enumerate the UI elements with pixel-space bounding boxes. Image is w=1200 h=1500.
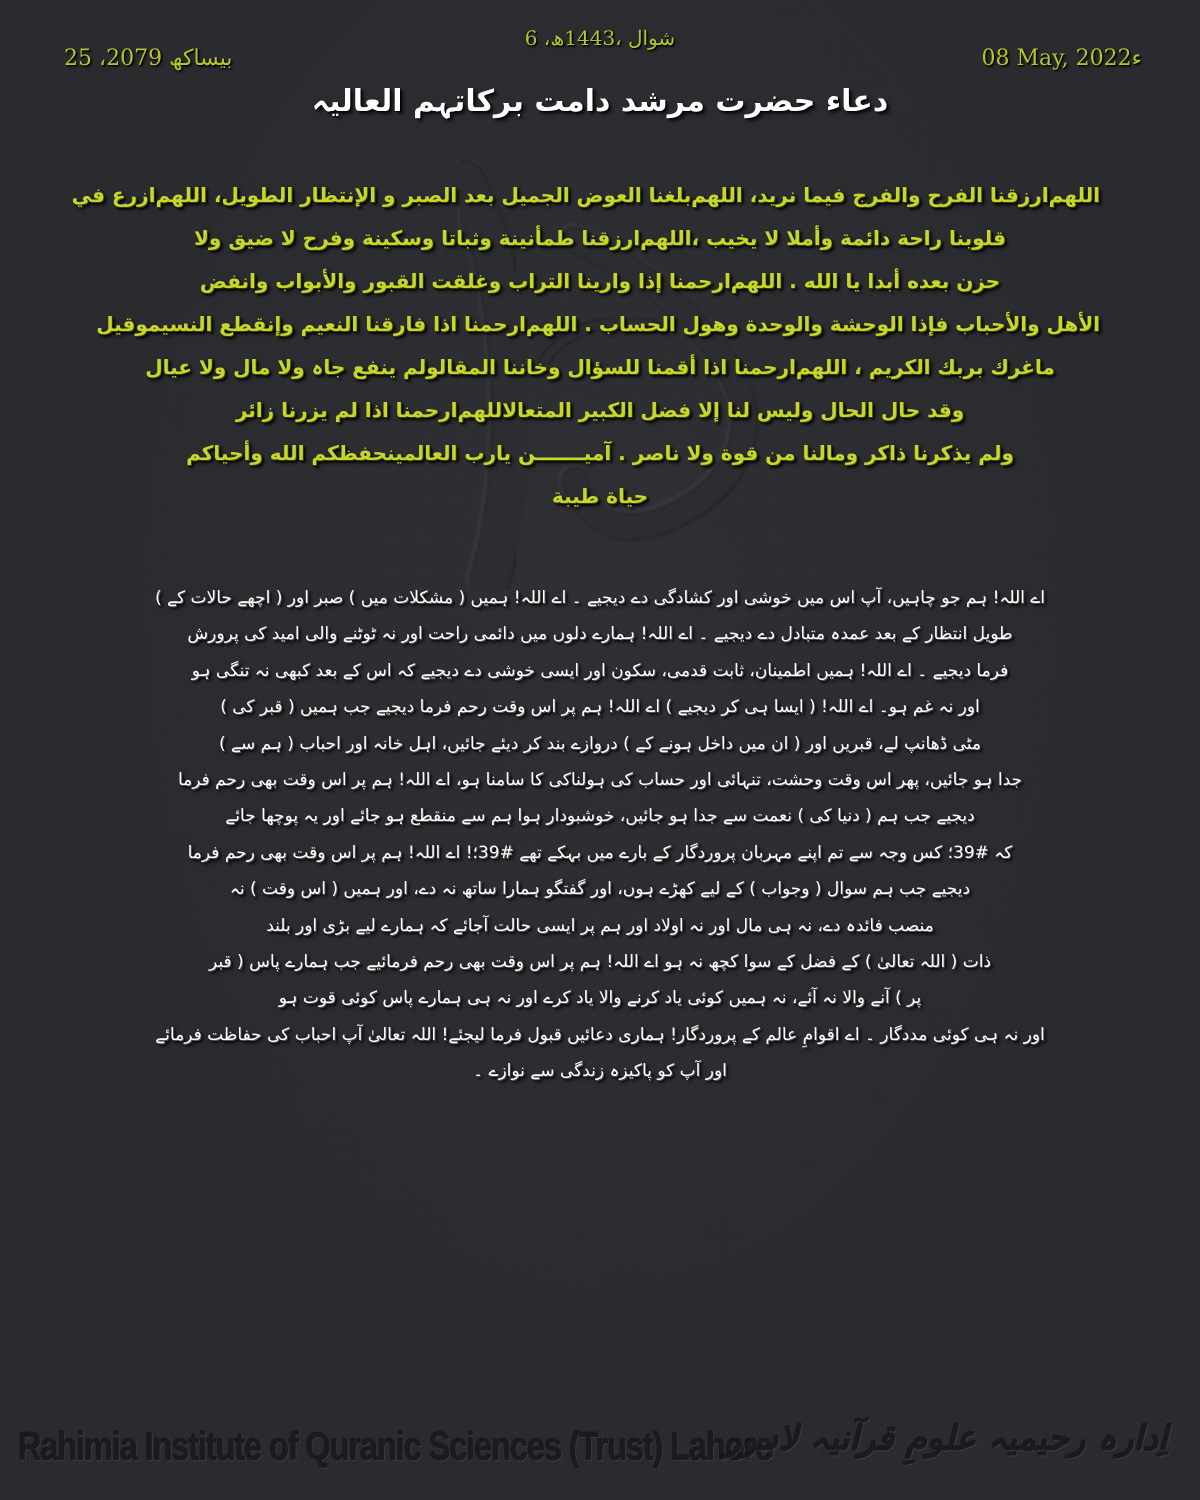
urdu-translation-text (140, 580, 1060, 1089)
urdu-line: فرما دیجیے ۔ اے اللہ! ہمیں اطمینان، ثابت قدمی، سکون اور ایسی خوشی دے دیجیے کہ اس کے بعد کبھی نہ تنگی ہو (191, 660, 1009, 681)
arabic-line: الأھل والأحباب فإذا الوحشة والوحدة وھول الحساب . اللھم‌ارحمنا اذا فارقنا النعیم وإنقطع النسیموقیل (96, 312, 1100, 336)
urdu-line: مٹی ڈھانپ لے، قبریں اور ( ان میں داخل ہونے کے ) دروازے بند کر دیئے جائیں، اہل خانہ اور احباب ( ہم سے ) (218, 733, 981, 754)
arabic-line: وقد حال الحال ولیس لنا إلا فضل الکبیر المتعالاللھم‌ارحمنا اذا لم یزرنا زائر (235, 398, 965, 422)
arabic-line: حزن بعده أبدا یا الله . اللھم‌ارحمنا إذا وارینا التراب وغلقت القبور والأبواب وانفض (199, 269, 1001, 293)
hijri-date: 6 ،شوال ،1443ھ (524, 26, 676, 50)
urdu-line: ذات ( اللہ تعالیٰ ) کے فضل کے سوا کچھ نہ ہو اے اللہ! ہم پر اس وقت بھی رحم فرمائیے جب ہمارے پاس ( قبر (209, 951, 991, 972)
page-title: دعاء حضرت مرشد دامت برکاتہم العالیہ (311, 84, 889, 119)
urdu-line: اے اللہ! ہم جو چاہیں، آپ اس میں خوشی اور کشادگی دے دیجیے ۔ اے اللہ! ہمیں ( مشکلات میں ) صبر اور ( اچھے حالات کے ) (155, 588, 1045, 608)
institute-name-calligraphy-logo: اِدارہ رحیمیہ علومِ قرآنیہ لاہور (725, 1419, 1168, 1459)
arabic-line: حیاة طیبة (551, 484, 649, 508)
urdu-line: منصب فائدہ دے، نہ ہی مال اور نہ اولاد اور ہم پر ایسی حالت آجائے کہ ہمارے لیے بڑی اور بلند (266, 915, 934, 936)
arabic-line: ولم یذکرنا ذاکر ومالنا من قوة ولا ناصر . آمیـــــــن یارب العالمینحفظکم الله وأحیاکم (186, 441, 1014, 465)
urdu-line: دیجیے جب ہم ( دنیا کی ) نعمت سے جدا ہو جائیں، خوشبودار ہوا ہم سے منقطع ہو جائے اور یہ پوچھا جائے (225, 806, 975, 827)
arabic-line: قلوبنا راحة دائمة وأملا لا یخیب ،اللھم‌ارزقنا طمأنینة وثباتا وسکینة وفرح لا ضیق ولا (194, 226, 1006, 250)
arabic-dua-text (71, 174, 1100, 518)
urdu-line: پر ) آنے والا نہ آئے، نہ ہمیں کوئی یاد کرنے والا یاد کرے اور نہ ہی ہمارے پاس کوئی قوت ہو (278, 988, 922, 1009)
urdu-line: کہ #39؛ کس وجہ سے تم اپنے مہربان پروردگار کے بارے میں بہکے تھے #39؛! اے اللہ! ہم پر اس وقت بھی رحم فرما (187, 842, 1013, 863)
arabic-line: اللھم‌ارزقنا الفرح والفرج فیما نرید، اللھم‌بلغنا العوض الجمیل بعد الصبر و الإنتظار الطویل، اللھم‌ازرع في (71, 183, 1100, 207)
footer (18, 1412, 1188, 1482)
urdu-line: طویل انتظار کے بعد عمدہ متبادل دے دیجیے ۔ اے اللہ! ہمارے دلوں میں دائمی راحت اور نہ ٹوٹنے والی امید کی پرورش (187, 624, 1013, 645)
bikrami-date: 25 ،بیساکھ 2079 (64, 46, 233, 71)
arabic-line: ماغرك بربك الکریم ، اللھم‌ارحمنا اذا أقمنا للسؤال وخاننا المقالولم ینفع جاہ ولا مال ولا عیال (145, 355, 1055, 379)
institute-name-english: Rahimia Institute of Quranic Sciences (Trust) Lahore (18, 1424, 773, 1469)
urdu-line: جدا ہو جائیں، پھر اس وقت وحشت، تنہائی اور حساب کی ہولناکی کا سامنا ہو، اے اللہ! ہم پر اس وقت بھی رحم فرما (177, 769, 1023, 790)
gregorian-date: 08 May, 2022ء (981, 46, 1142, 71)
urdu-line: اور نہ ہی کوئی مددگار ۔ اے اقوامِ عالم کے پروردگار! ہماری دعائیں قبول فرما لیجئے! اللہ تعالیٰ آپ احباب کی حفاظت فرمائے (155, 1024, 1045, 1045)
urdu-line: دیجیے جب ہم سوال ( وجواب ) کے لیے کھڑے ہوں، اور گفتگو ہمارا ساتھ نہ دے، اور ہمیں ( اس وقت ) نہ (229, 879, 971, 900)
urdu-line: اور آپ کو پاکیزہ زندگی سے نوازے ۔ (473, 1061, 727, 1082)
urdu-line: اور نہ غم ہو۔ اے اللہ! ( ایسا ہی کر دیجیے ) اے اللہ! ہم پر اس وقت رحم فرما دیجیے جب ہمیں ( قبر کی ) (220, 697, 980, 718)
